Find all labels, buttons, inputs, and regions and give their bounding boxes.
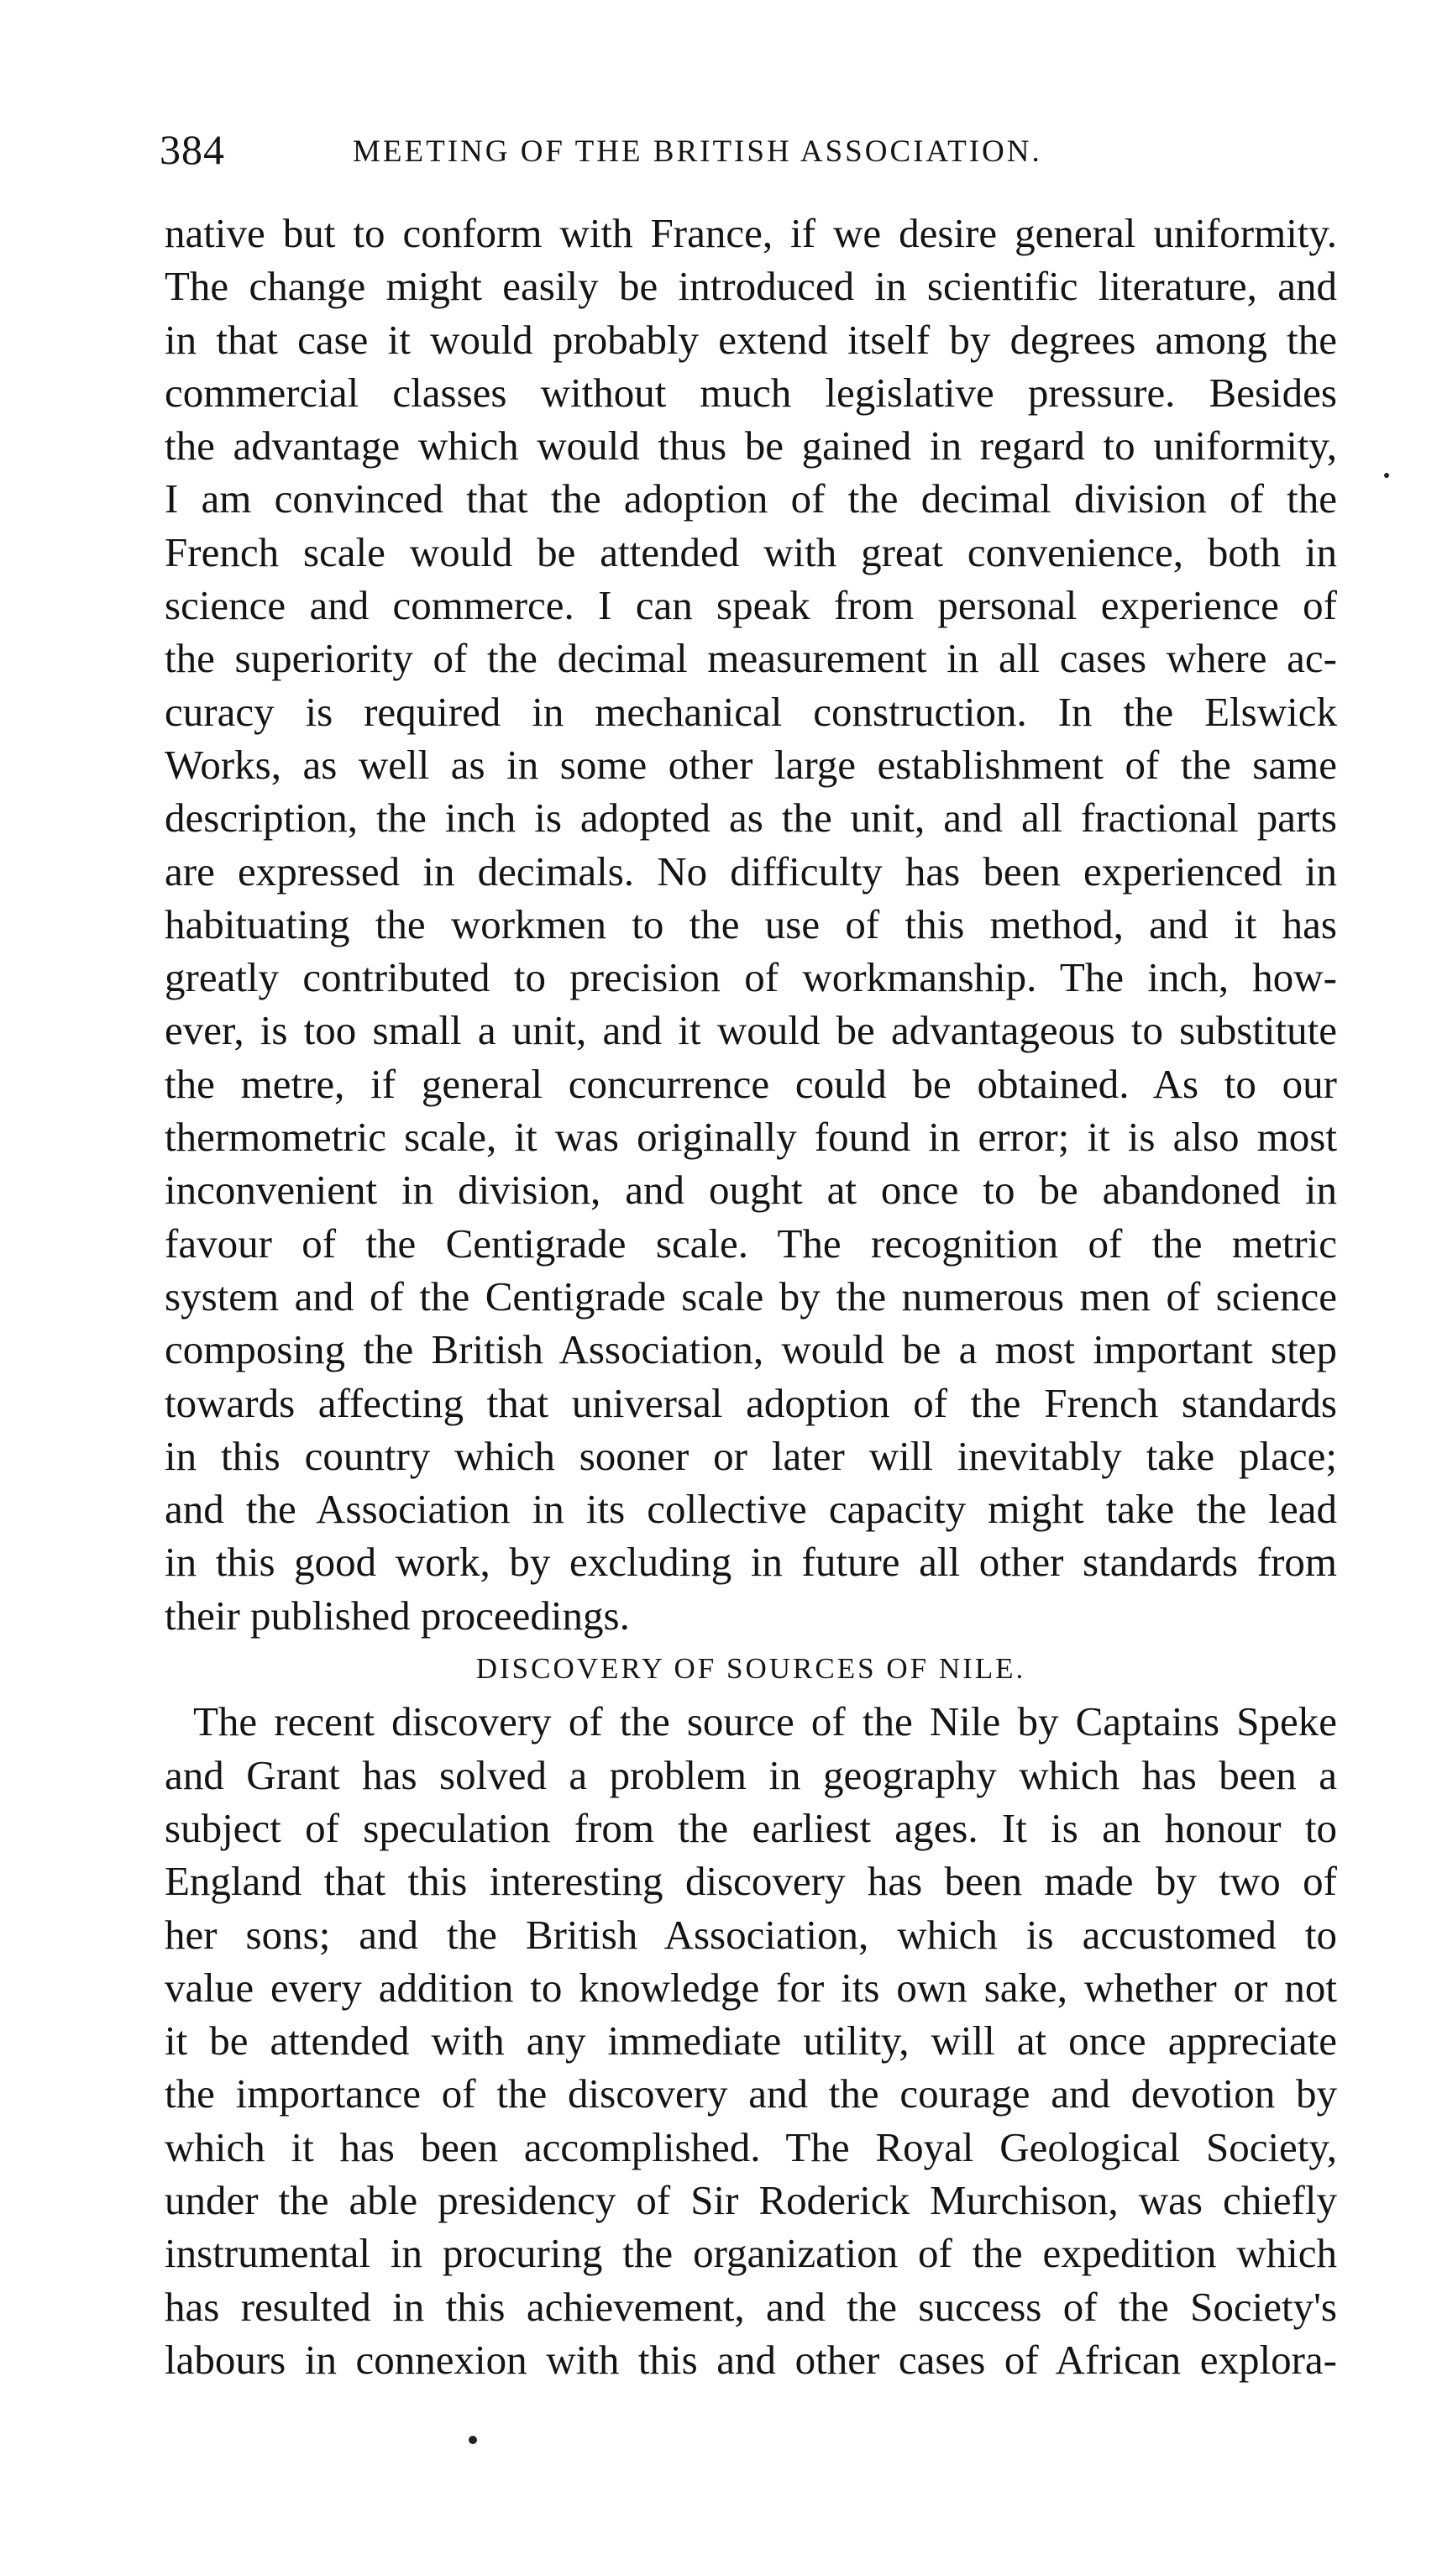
text-line: value every addition to knowledge for its own sake, whether or not: [165, 1964, 1337, 2011]
text-line: the metre, if general concurrence could be obtained. As to our: [165, 1060, 1337, 1107]
text-line: Works, as well as in some other large establishment of the same: [165, 741, 1337, 788]
text-line: labours in connexion with this and other cases of African explora-: [165, 2336, 1337, 2383]
text-line: composing the British Association, would be a most important step: [165, 1326, 1337, 1373]
text-line: England that this interesting discovery has been made by two of: [165, 1858, 1337, 1905]
text-line: her sons; and the British Association, which is accustomed to: [165, 1911, 1337, 1958]
text-line: under the able presidency of Sir Roderick Murchison, was chiefly: [165, 2176, 1337, 2223]
text-line: are expressed in decimals. No difficulty has been experienced in: [165, 847, 1337, 895]
text-line: the advantage which would thus be gained in regard to uniformity,: [165, 422, 1337, 470]
text-line: and Grant has solved a problem in geography which has been a: [165, 1751, 1337, 1798]
text-line: inconvenient in division, and ought at once to be abandoned in: [165, 1167, 1337, 1214]
text-line: the importance of the discovery and the courage and devotion by: [165, 2070, 1337, 2117]
running-head-title: MEETING OF THE BRITISH ASSOCIATION.: [353, 134, 1042, 169]
text-line: commercial classes without much legislative pressure. Besides: [165, 369, 1337, 416]
text-line: ever, is too small a unit, and it would be advantageous to substitute: [165, 1007, 1337, 1054]
text-line: favour of the Centigrade scale. The recognition of the metric: [165, 1220, 1337, 1267]
text-line: I am convinced that the adoption of the decimal division of the: [165, 475, 1337, 522]
text-line: has resulted in this achievement, and the success of the Society's: [165, 2283, 1337, 2330]
text-line: French scale would be attended with great convenience, both in: [165, 528, 1337, 575]
text-line: native but to conform with France, if we desire general uniformity.: [165, 210, 1337, 256]
text-line: towards affecting that universal adoption of the French standards: [165, 1379, 1337, 1426]
text-line: The change might easily be introduced in scientific literature, and: [165, 263, 1337, 310]
ink-speck: [469, 2436, 477, 2444]
text-line: greatly contributed to precision of workmanship. The inch, how-: [165, 954, 1337, 1001]
text-line: in that case it would probably extend itself by degrees among the: [165, 316, 1337, 363]
text-line: instrumental in procuring the organization of the expedition which: [165, 2230, 1337, 2277]
text-line: the superiority of the decimal measurement in all cases where ac-: [165, 635, 1337, 682]
text-line: science and commerce. I can speak from personal experience of: [165, 582, 1337, 629]
text-line: and the Association in its collective capacity might take the lead: [165, 1486, 1337, 1533]
text-line: subject of speculation from the earliest ages. It is an honour to: [165, 1804, 1337, 1851]
text-line: it be attended with any immediate utility, will at once appreciate: [165, 2017, 1337, 2064]
section-heading: DISCOVERY OF SOURCES OF NILE.: [475, 1652, 1026, 1686]
text-line: in this good work, by excluding in future all other standards from: [165, 1539, 1337, 1586]
text-line: their published proceedings.: [165, 1592, 630, 1639]
text-line: which it has been accomplished. The Royal Geological Society,: [165, 2123, 1337, 2170]
text-line: in this country which sooner or later will inevitably take place;: [165, 1432, 1337, 1479]
text-line: description, the inch is adopted as the unit, and all fractional parts: [165, 795, 1337, 842]
text-line: system and of the Centigrade scale by the numerous men of science: [165, 1272, 1337, 1319]
text-line: thermometric scale, it was originally found in error; it is also most: [165, 1114, 1337, 1161]
text-line: habituating the workmen to the use of this method, and it has: [165, 900, 1337, 947]
page-number: 384: [160, 126, 225, 173]
ink-speck: [1384, 473, 1389, 478]
text-line: curacy is required in mechanical construction. In the Elswick: [165, 688, 1337, 735]
text-line: The recent discovery of the source of the Nile by Captains Speke: [193, 1698, 1337, 1745]
